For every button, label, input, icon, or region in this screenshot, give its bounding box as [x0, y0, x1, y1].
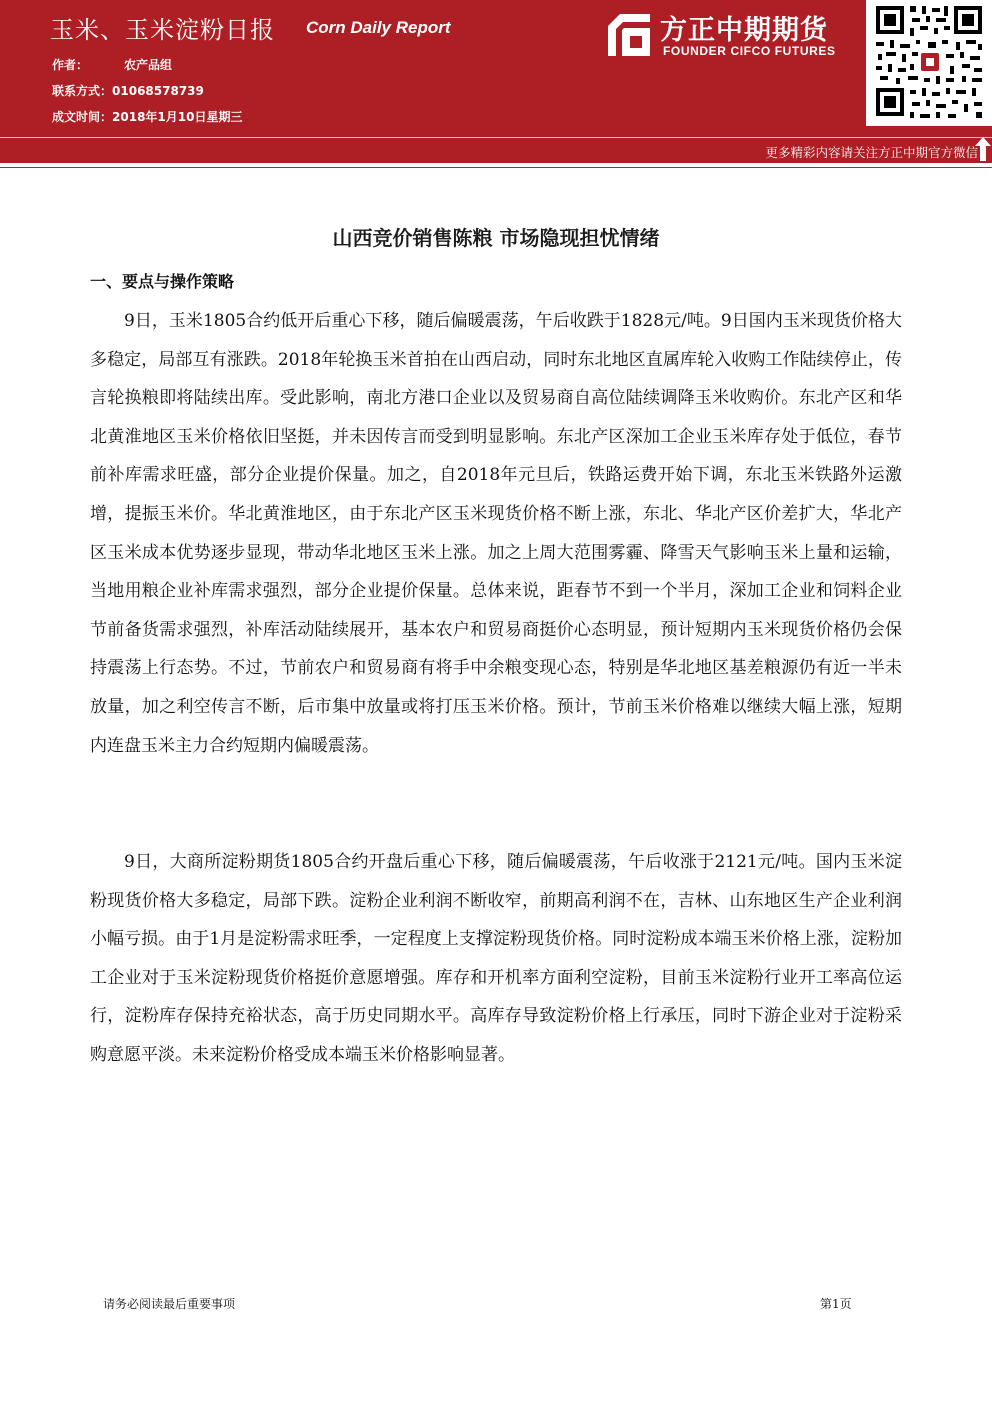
- qr-code-icon: [866, 0, 992, 126]
- section-heading: 一、要点与操作策略: [90, 272, 235, 291]
- company-name-cn: 方正中期期货: [660, 15, 828, 46]
- header-bottom-rule: [0, 167, 992, 168]
- company-logo-icon: [608, 14, 650, 56]
- header-divider: [0, 137, 992, 138]
- paragraph-corn: 9日，玉米1805合约低开后重心下移，随后偏暖震荡，午后收跌于1828元/吨。9日国内玉米现货价格大多稳定，局部互有涨跌。2018年轮换玉米首拍在山西启动，同时东北地区直属库轮入收购工作陆续停止，传言轮换粮即将陆续出库。受此影响，南北方港口企业以及贸易商自高位陆续调降玉米收购价。东北产区和华北黄淮地区玉米价格依旧坚挺，并未因传言而受到明显影响。东北产区深加工企业玉米库存处于低位，春节前补库需求旺盛，部分企业提价保量。加之，自2018年元旦后，铁路运费开始下调，东北玉米铁路外运激增，提振玉米价。华北黄淮地区，由于东北产区玉米现货价格不断上涨，东北、华北产区价差扩大，华北产区玉米成本优势逐步显现，带动华北地区玉米上涨。加之上周大范围雾霾、降雪天气影响玉米上量和运输，当地用粮企业补库需求强烈，部分企业提价保量。总体来说，距春节不到一个半月，深加工企业和饲料企业节前备货需求强烈，补库活动陆续展开，基本农户和贸易商挺价心态明显，预计短期内玉米现货价格仍会保持震荡上行态势。不过，节前农户和贸易商有将手中余粮变现心态，特别是华北地区基差粮源仍有近一半未放量，加之利空传言不断，后市集中放量或将打压玉米价格。预计，节前玉米价格难以继续大幅上涨，短期内连盘玉米主力合约短期内偏暖震荡。: [90, 311, 902, 756]
- contact-row: [52, 82, 204, 99]
- report-subtitle: Corn Daily Report: [306, 18, 451, 37]
- date-label: 成文时间：: [52, 110, 113, 124]
- footer-notice: 请务必阅读最后重要事项: [103, 1297, 236, 1311]
- paragraph-starch: 9日，大商所淀粉期货1805合约开盘后重心下移，随后偏暖震荡，午后收涨于2121元/吨。国内玉米淀粉现货价格大多稳定，局部下跌。淀粉企业利润不断收窄，前期高利润不在，吉林、山东地区生产企业利润小幅亏损。由于1月是淀粉需求旺季，一定程度上支撑淀粉现货价格。同时淀粉成本端玉米价格上涨，淀粉加工企业对于玉米淀粉现货价格挺价意愿增强。库存和开机率方面利空淀粉，目前玉米淀粉行业开工率高位运行，淀粉库存保持充裕状态，高于历史同期水平。高库存导致淀粉价格上行承压，同时下游企业对于淀粉采购意愿平淡。未来淀粉价格受成本端玉米价格影响显著。: [90, 852, 902, 1065]
- date-row: [52, 108, 242, 125]
- wechat-qr-code: [866, 0, 992, 126]
- company-name-en: FOUNDER CIFCO FUTURES: [663, 44, 836, 58]
- contact-value: 01068578739: [112, 84, 204, 98]
- page-number: 第1页: [820, 1297, 852, 1311]
- follow-wechat-text: 更多精彩内容请关注方正中期官方微信: [765, 145, 978, 160]
- document-title: 山西竞价销售陈粮 市场隐现担忧情绪: [332, 226, 660, 250]
- author-row: [52, 56, 172, 73]
- author-label: 作者：: [52, 58, 89, 72]
- author-value: 农产品组: [124, 58, 173, 72]
- arrow-up-icon: [975, 137, 991, 161]
- date-value: 2018年1月10日星期三: [112, 110, 243, 124]
- report-header: [0, 0, 992, 163]
- contact-label: 联系方式：: [52, 84, 113, 98]
- report-title: 玉米、玉米淀粉日报: [50, 16, 275, 44]
